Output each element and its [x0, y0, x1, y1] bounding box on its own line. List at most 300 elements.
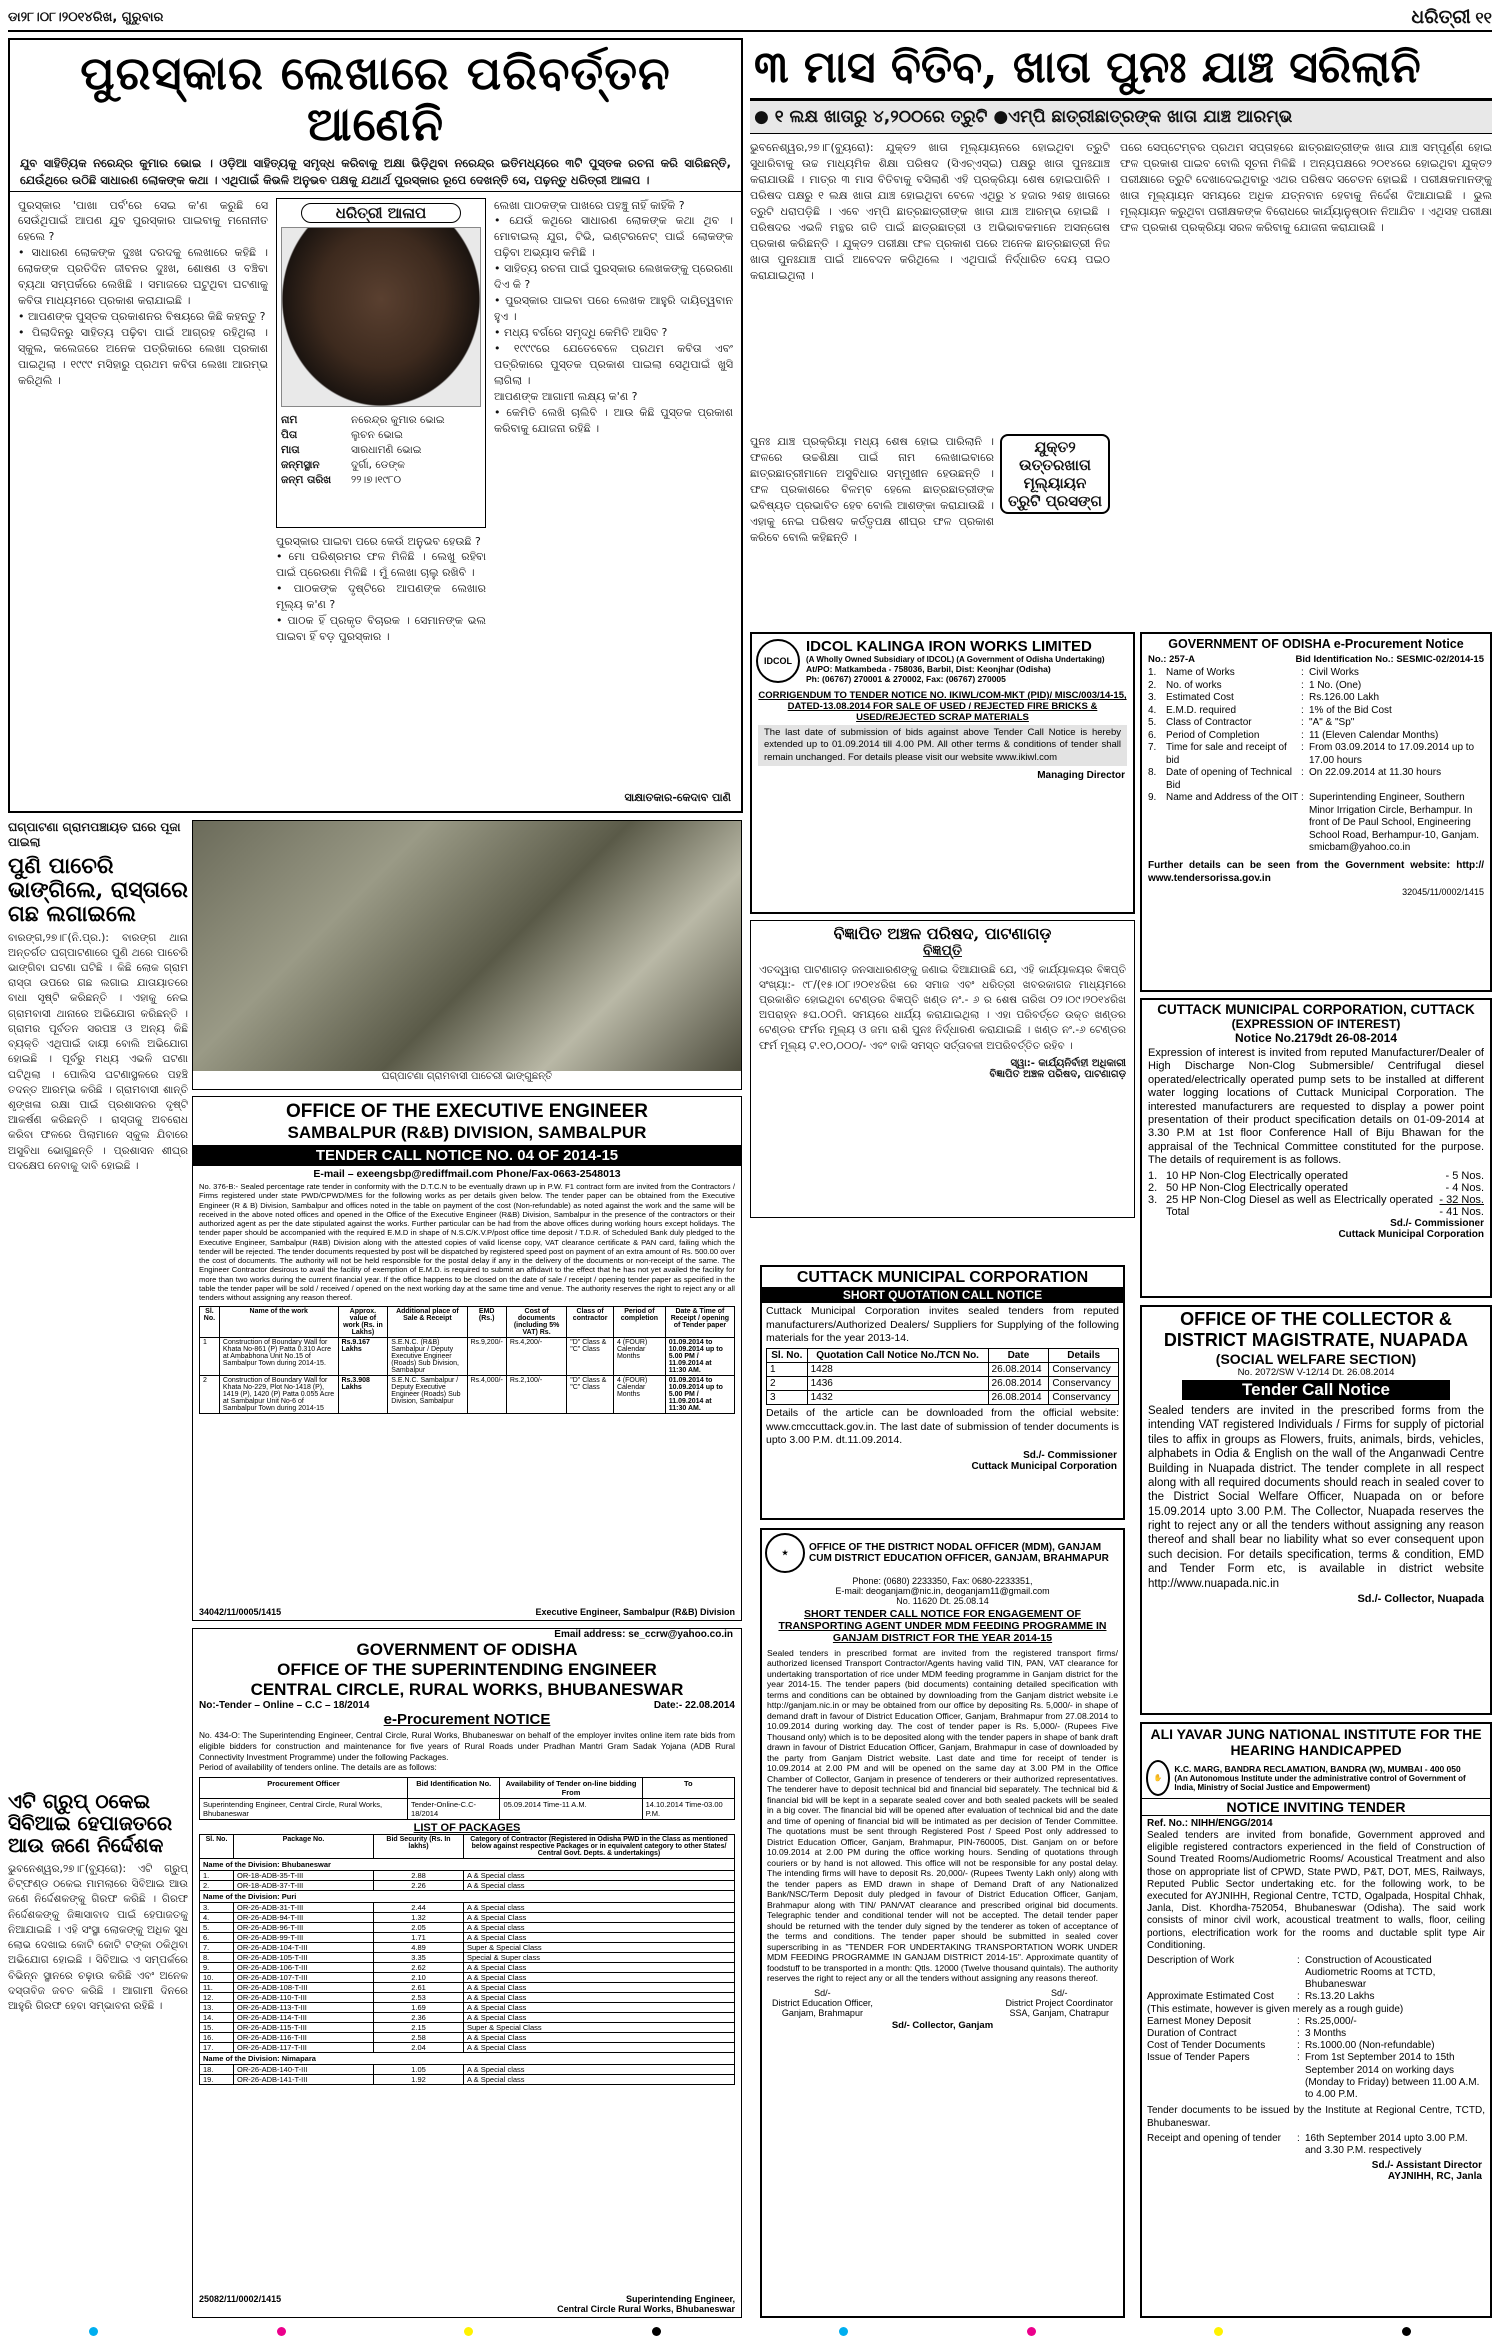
kv-key: E.M.D. required	[1166, 704, 1237, 716]
table-cell: 4 (FOUR) Calendar Months	[613, 1376, 665, 1414]
table-cell: Super & Special Class	[464, 2023, 735, 2033]
kv-key: (This estimate, however is given merely as a rough guide)	[1147, 2003, 1404, 2015]
table-cell: A & Special Class	[464, 1973, 735, 1983]
registration-dot	[1214, 2327, 1223, 2336]
ad-patnagarh-title: ବିଜ୍ଞାପିତ ଅଞ୍ଚଳ ପରିଷଦ, ପାଟଣାଗଡ଼	[833, 924, 1052, 943]
kv-key: Time for sale and receipt of bid	[1166, 742, 1287, 766]
kv-sep: :	[1301, 767, 1304, 778]
table-header: Cost of documents (including 5% VAT) Rs.	[506, 1307, 566, 1338]
ad-rural-footer	[199, 2294, 735, 2314]
table-cell: A & Special class	[464, 2075, 735, 2085]
ad-rural-list-title: LIST OF PACKAGES	[413, 1822, 521, 1835]
kv-key: Date of opening of Technical Bid	[1166, 767, 1293, 791]
ad-sambalpur-bar: TENDER CALL NOTICE NO. 04 OF 2014-15	[193, 1145, 741, 1166]
table-row	[767, 1390, 1119, 1404]
table-row	[200, 1913, 735, 1923]
table-cell: 1	[200, 1338, 220, 1376]
eoi-item-no: 2.	[1148, 1181, 1158, 1194]
table-cell: OR-18-ADB-37-T-III	[234, 1881, 374, 1891]
table-row	[200, 1799, 735, 1820]
table-cell: 1.05	[374, 2065, 464, 2075]
table-cell: "D" Class & "C" Class	[567, 1376, 614, 1414]
table-cell: 2.26	[374, 1881, 464, 1891]
table-cell: A & Special class	[464, 1903, 735, 1913]
profile-value: ଦୁର୍ଗା, ଡେଙ୍କ	[351, 459, 405, 472]
table-cell: OR-26-ADB-141-T-III	[234, 2075, 374, 2085]
table-cell: Rs.2,100/-	[506, 1376, 566, 1414]
story-cbi-body: ଭୁବନେଶ୍ୱର,୨୭।୮(ବ୍ୟୁରୋ): ଏଟି ଗ୍ରୁପ୍ ଚିଟ୍‌ଫଣ୍ଡ ଠକେଇ ମାମଲାରେ ସିବିଆଇ ଆଉ ଜଣେ ନିର୍ଦ୍ଦେଶକଙ୍କୁ ଗିରଫ କରିଛି । ଗିରଫ ନିର୍ଦ୍ଦେଶକଙ୍କୁ ଜିଜ୍ଞାସାବାଦ ପାଇଁ ହେପାଜତକୁ ନିଆଯାଇଛି । ଏହି ସଂସ୍ଥା ଲୋକଙ୍କୁ ଅଧିକ ସୁଧ ଲୋଭ ଦେଖାଇ କୋଟି କୋଟି ଟଙ୍କା ଠକିଥିବା ଅଭିଯୋଗ ହୋଇଛି । ସିବିଆଇ ଏ ସମ୍ପର୍କରେ ବିଭିନ୍ନ ସ୍ଥାନରେ ଚଢ଼ାଉ କରିଛି ଏବଂ ଅନେକ ଦସ୍ତାବିଜ ଜବତ କରିଛି । ଆଗାମୀ ଦିନରେ ଆହୁରି ଗିରଫ ହେବା ସମ୍ଭାବନା ରହିଛି ।	[8, 1863, 188, 2012]
sign-line: Ganjam, Brahmapur	[781, 2007, 863, 2018]
table-cell: A & Special Class	[464, 2013, 735, 2023]
table-cell: 11.	[200, 1983, 234, 1993]
table-cell: 12.	[200, 1993, 234, 2003]
kv-index: 4.	[1148, 704, 1157, 716]
ad-nuapada-body: Sealed tenders are invited in the prescribed forms from the intending VAT registered Individuals / Firms for supply of pictorial tiles to affix in groups as Flowers, fruits, animals, birds, vehicles, alphabets in Odia & English on the wall of the Anganwadi Centre Building in Nuapada district. The tender complete in all respect along with all required documents should reach in sealed cover to the District Social Welfare Officer, Nuapada on or before 15.09.2014 upto 3.00 P.M. The Collector, Nuapada reserves the right to reject any or all the tenders without assigning any reason thereof and shall bear no liability what so ever consequent upon such decision. For details specification, terms & condition, EMD and Tender Form etc, is available in district website http://www.nuapada.nic.in	[1148, 1405, 1484, 1590]
table-cell: A & Special Class	[464, 1963, 735, 1973]
table-cell: OR-26-ADB-106-T-III	[234, 1963, 374, 1973]
kv-sep: :	[1301, 679, 1304, 691]
table-cell: 26.08.2014	[988, 1390, 1049, 1404]
ad-ganjam-bar: SHORT TENDER CALL NOTICE FOR ENGAGEMENT OF TRANSPORTING AGENT UNDER MDM FEEDING PROGRAMME IN GANJAM DISTRICT FOR THE YEAR 2014-15	[778, 1608, 1107, 1644]
ad-signature	[557, 2294, 735, 2314]
ad-odisha-rows	[1142, 665, 1490, 857]
ad-ganjam-sign-collector: Sd/- Collector, Ganjam	[891, 2019, 994, 2031]
table-cell: Rs.9,200/-	[467, 1338, 506, 1376]
kv-value: 1% of the Bid Cost	[1309, 704, 1392, 716]
table-cell: 2.53	[374, 1993, 464, 2003]
table-row	[200, 1953, 735, 1963]
table-cell: 3.	[200, 1903, 234, 1913]
sign-line: District Education Officer,	[772, 1997, 873, 2008]
kv-value: 1 No. (One)	[1309, 679, 1362, 691]
table-header-row	[200, 1778, 735, 1799]
eoi-item-desc: 25 HP Non-Clog Diesel as well as Electrically operated	[1166, 1193, 1433, 1206]
table-cell: 4.	[200, 1913, 234, 1923]
table-cell: 1.	[200, 1871, 234, 1881]
photo-caption: ଘଗ୍‌ପାଟଣା ଗ୍ରାମବାସୀ ପାଚେରୀ ଭାଙ୍ଗୁଛନ୍ତି	[381, 1071, 553, 1082]
portrait-photo	[281, 227, 481, 407]
ad-code: 34042/11/0005/1415	[199, 1607, 282, 1617]
ad-cmc2-notice: Notice No.2179dt 26-08-2014	[1234, 1031, 1398, 1045]
ad-patnagarh	[750, 920, 1135, 1218]
ad-idcol	[750, 632, 1135, 914]
table-row	[767, 1362, 1119, 1376]
story-wall-demolish	[8, 820, 188, 1785]
division-name: Name of the Division: Bhubaneswar	[200, 1859, 735, 1871]
ad-rural-body: No. 434-O: The Superintending Engineer, Central Circle, Rural Works, Bhubaneswar on behalf of the employer invites online item rate bids from eligible bidders for construction and maintenance for five years of Rural Roads under Pradhan Mantri Gram Sadak Yojana (ADB Rural Connectivity Investment Programme) under the following Packages. Period of availability of tenders online. The details are as follows:	[199, 1730, 735, 1773]
table-cell: A & Special class	[464, 1871, 735, 1881]
story-interview-body	[10, 192, 741, 802]
ad-idcol-sign: Managing Director	[1037, 770, 1125, 782]
table-cell: Construction of Boundary Wall for Khata No-861 (P) Patta 0.310 Acre at Ambabhona Unit No.15 of Sambalpur Town during 2014-15.	[219, 1338, 338, 1376]
table-row	[200, 1933, 735, 1943]
ad-rural-sign2: Central Circle Rural Works, Bhubaneswar	[557, 2304, 735, 2314]
table-row	[200, 1338, 735, 1376]
table-cell: OR-26-ADB-104-T-III	[234, 1943, 374, 1953]
kv-sep: :	[1297, 2040, 1300, 2052]
ad-cmc1-body1: Cuttack Municipal Corporation invites sealed tenders from reputed manufacturers/Authorized Dealers/ Suppliers for Supplying of the following materials for the year 2013-14.	[766, 1305, 1119, 1345]
ad-odisha-eprocurement	[1140, 632, 1492, 992]
ad-cmc2-title: CUTTACK MUNICIPAL CORPORATION, CUTTACK	[1157, 1002, 1475, 1017]
ad-ayj-sign1: Sd./- Assistant Director	[1371, 2159, 1482, 2171]
table-cell: OR-18-ADB-35-T-III	[234, 1871, 374, 1881]
kv-index: 3.	[1148, 692, 1157, 703]
table-cell: 4.89	[374, 1943, 464, 1953]
story-interview-intro: ଯୁବ ସାହିତ୍ୟିକ ନରେନ୍ଦ୍ର କୁମାର ଭୋଇ । ଓଡ଼ିଆ ସାହିତ୍ୟକୁ ସମୃଦ୍ଧ କରିବାକୁ ଅକ୍ଷା ଭିଡ଼ିଥିବା ନରେନ୍ଦ୍ର ଇତିମଧ୍ୟରେ ୩ଟି ପୁସ୍ତକ ରଚନା କରି ସାରିଛନ୍ତି, ଯେଉଁଥିରେ ଉଠିଛି ସାଧାରଣ ଲୋକଙ୍କ କଥା । ଏଥିପାଇଁ କିଭଳି ଅନୁଭବ ପକ୍ଷକୁ ଯଥାର୍ଥ ପୁରସ୍କାର ରୂପେ ଦେଖନ୍ତି ସେ, ପଢ଼ନ୍ତୁ ଧରିତ୍ରୀ ଆଳାପ ।	[10, 153, 741, 191]
ad-odisha-title: GOVERNMENT OF ODISHA e-Procurement Notice	[1168, 637, 1464, 651]
table-cell: OR-26-ADB-99-T-III	[234, 1933, 374, 1943]
table-cell: Rs.4,200/-	[506, 1338, 566, 1376]
story-wall-body: ବାରଙ୍ଗ,୨୭।୮(ନି.ପ୍ର.): ବାରଙ୍ଗ ଥାନା ଅନ୍ତର୍ଗତ ଘଗ୍‌ପାଟଣାରେ ପୁଣି ଥରେ ପାଚେରି ଭାଙ୍ଗିବା ଘଟଣା ଘଟିଛି । କିଛି ଲୋକ ଗ୍ରାମ ରାସ୍ତା ଉପରେ ଗଛ ଲଗାଇ ଯାତାୟାତରେ ବାଧା ସୃଷ୍ଟି କରିଛନ୍ତି । ଏହାକୁ ନେଇ ଗ୍ରାମବାସୀ ଥାନାରେ ଅଭିଯୋଗ କରିଛନ୍ତି । ଗ୍ରାମର ପୂର୍ବତନ ସରପଞ୍ଚ ଓ ଅନ୍ୟ କିଛି ବ୍ୟକ୍ତି ଏଥିପାଇଁ ଦାୟୀ ବୋଲି ଅଭିଯୋଗ ହୋଇଛି । ପୂର୍ବରୁ ମଧ୍ୟ ଏଭଳି ଘଟଣା ଘଟିଥିଲା । ପୋଲିସ ଘଟଣାସ୍ଥଳରେ ପହଞ୍ଚି ତଦନ୍ତ ଆରମ୍ଭ କରିଛି । ଗ୍ରାମବାସୀ ଶାନ୍ତି ଶୃଙ୍ଖଳା ରକ୍ଷା ପାଇଁ ପ୍ରଶାସନର ଦୃଷ୍ଟି ଆକର୍ଷଣ କରିଛନ୍ତି । ରାସ୍ତାକୁ ଅବରୋଧ କରିବା ଫଳରେ ପିଲାମାନେ ସ୍କୁଲ ଯିବାରେ ଅସୁବିଧା ଭୋଗୁଛନ୍ତି । ପ୍ରଶାସନ ଶୀଘ୍ର ପଦକ୍ଷେପ ନେବାକୁ ଦାବି ହୋଇଛି ।	[8, 931, 188, 1172]
table-row	[200, 1963, 735, 1973]
ad-rural-title1: GOVERNMENT OF ODISHA	[356, 1640, 578, 1659]
profile-value: ୨୨।୭।୧୯୮୦	[351, 474, 402, 487]
profile-key: ନାମ	[281, 413, 298, 426]
table-header: Name of the work	[219, 1307, 338, 1338]
ad-ganjam-title2: CUM DISTRICT EDUCATION OFFICER, GANJAM, BRAHMAPUR	[809, 1553, 1109, 1564]
profile-row	[281, 458, 481, 473]
table-cell: OR-26-ADB-110-T-III	[234, 1993, 374, 2003]
profile-box	[276, 198, 486, 528]
ad-idcol-title: IDCOL KALINGA IRON WORKS LIMITED	[806, 638, 1092, 655]
profile-rows	[281, 413, 481, 489]
eoi-item	[1148, 1182, 1484, 1194]
ad-ayj-sign2: AYJNIHH, RC, Janla	[1387, 2170, 1482, 2182]
table-header: Period of completion	[613, 1307, 665, 1338]
kv-row	[1147, 1991, 1485, 2003]
ad-nuapada	[1140, 1305, 1492, 1715]
kv-index: 6.	[1148, 729, 1157, 741]
ad-rural-title3: CENTRAL CIRCLE, RURAL WORKS, BHUBANESWAR	[250, 1680, 684, 1699]
table-cell: Conservancy	[1049, 1362, 1119, 1376]
table-cell: 2.61	[374, 1983, 464, 1993]
story-interview-byline: ସାକ୍ଷାତକାର-କେଦାବ ପାଣି	[624, 791, 731, 804]
table-cell: Super & Special Class	[464, 1943, 735, 1953]
table-header: Date	[988, 1348, 1049, 1362]
table-cell: 13.	[200, 2003, 234, 2013]
kv-index: 2.	[1148, 679, 1157, 691]
table-header: Availability of Tender on-line bidding From	[500, 1778, 642, 1799]
kv-value: Construction of Acousticated Audiometric Rooms at TCTD, Bhubaneswar	[1305, 1954, 1436, 1991]
ad-signature: Executive Engineer, Sambalpur (R&B) Division	[535, 1607, 735, 1617]
table-cell: OR-26-ADB-105-T-III	[234, 1953, 374, 1963]
registration-dot	[277, 2327, 286, 2336]
eoi-item-qty: - 4 Nos.	[1445, 1181, 1484, 1194]
table-cell: Superintending Engineer, Central Circle, Rural Works, Bhubaneswar	[200, 1799, 408, 1820]
ad-nuapada-sign: Sd./- Collector, Nuapada	[1357, 1592, 1484, 1605]
ad-idcol-titles	[806, 638, 1105, 684]
kv-sep: :	[1301, 792, 1304, 803]
table-header: Additional place of Sale & Receipt	[388, 1307, 467, 1338]
kv-row	[1148, 667, 1484, 680]
ad-ayj-ref: Ref. No.: NIHH/ENGG/2014	[1147, 1818, 1273, 1829]
kv-row	[1148, 730, 1484, 743]
ad-cmc2-body: Expression of interest is invited from reputed Manufacturer/Dealer of High Discharge Non-Clog Submersible/ Centrifugal diesel operated/electrically operated pump sets to be installed at different water logging locations of Cuttack Municipal Corporation. The interested manufacturers are requested to display a power point presentation of their product specification details on 01-09-2014 at 3.30 P.M at 1st floor Conference Hall of Biju Bhawan for the appraisal of the Technical Committee constituted for the purpose. The details of requirement is as follows.	[1148, 1047, 1484, 1167]
ad-ganjam-titles	[809, 1542, 1109, 1564]
table-cell: 18.	[200, 2065, 234, 2075]
eoi-total	[1148, 1206, 1484, 1218]
ad-rural-no: No:-Tender – Online – C.C – 18/2014	[199, 1700, 370, 1711]
table-cell: S.E.N.C. Sambalpur / Deputy Executive Engineer (Roads) Sub Division, Sambalpur	[388, 1376, 467, 1414]
table-cell: 2.44	[374, 1903, 464, 1913]
table-cell: 01.09.2014 to 10.09.2014 up to 5.00 PM / 11.09.2014 at 11:30 AM.	[665, 1338, 734, 1376]
profile-row	[281, 428, 481, 443]
table-cell: 4 (FOUR) Calendar Months	[613, 1338, 665, 1376]
ad-cmc1-body2: Details of the article can be downloaded from the official website: www.cmccuttack.gov.in. The last date of submission of tender documents is upto 3.00 P.M. dt.11.09.2014.	[766, 1406, 1119, 1447]
table-header: Class of contractor	[567, 1307, 614, 1338]
table-row	[200, 1871, 735, 1881]
story-exam-body	[750, 134, 1492, 628]
kv-key: Period of Completion	[1166, 729, 1260, 741]
ad-sambalpur-table	[199, 1306, 735, 1414]
table-cell: 1	[767, 1362, 808, 1376]
table-header: Details	[1049, 1348, 1119, 1362]
division-name: Name of the Division: Puri	[200, 1891, 735, 1903]
table-row	[200, 2065, 735, 2075]
profile-key: ଜନ୍ମସ୍ଥାନ	[281, 459, 320, 472]
ad-sambalpur-body: No. 376-B:- Sealed percentage rate tender in conformity with the D.T.C.N to be eventually drawn up in P.W. F1 contract form are invited from the Contractors / Firms registered under state PWD/CPWD/MES for the following works as per details given below. The tender paper can be obtained from the Executive Engineer (R & B) Division, Sambalpur and offices noted in the table on payment of the cost (Non-refundable) as noted against the work and the same will be received in the above noted offices and opened in the Office of the Executive Engineer (R&B) Division, Sambalpur in the presence of the contractors or their authorized agent as per the date stipulated against the works. Further particular can be had from the above offices during working hours except holidays. The tender paper should be accompanied with the required E.M.D in shape of N.S.C/K.V.P/post office time deposit / T.D.R. of Scheduled Bank duly pledged to the Executive Engineer, Sambalpur (R&B) Division along with the attested copies of valid license copy, VAT clearance certificate & PAN card, failing which the tender will be rejected. The tender documents requested by post will be dispatched by registered speed post on payment of an extra amount of Rs. 500.00 over the cost of documents. The authority will not be held responsible for the postal delay if any in the delivery of the documents or non-receipt of the same. The Engineer Contractor desirous to avail the facility of exemption of E.M.D. is required to submit an affidavit to the effect that he has not yet availed the facility for more than two works during the current financial year. If the office happens to be closed on the date of sale / receipt / opening tender paper as specified in the table the tender paper will be sold / received / opened on the next working day at the same time and venue. The authority reserves the right to reject any or all tenders without assigning any reason thereof.	[199, 1182, 735, 1302]
kv-value: 3 Months	[1305, 2028, 1347, 2039]
profile-row	[281, 473, 481, 488]
eoi-item-no: 3.	[1148, 1193, 1158, 1206]
table-cell: Rs.4,000/-	[467, 1376, 506, 1414]
ad-patnagarh-sub: ବିଜ୍ଞପ୍ତି	[923, 942, 962, 959]
table-cell: Conservancy	[1049, 1376, 1119, 1390]
table-row	[200, 1973, 735, 1983]
ad-cmc-eoi	[1140, 998, 1492, 1298]
table-cell: 1.69	[374, 2003, 464, 2013]
division-row	[200, 1859, 735, 1871]
kv-index: 1.	[1148, 667, 1157, 678]
ad-cmc1-sign2: Cuttack Municipal Corporation	[971, 1460, 1117, 1472]
table-cell: 2.62	[374, 1963, 464, 1973]
table-cell: 3	[767, 1390, 808, 1404]
kv-key: Name and Address of the OIT	[1166, 792, 1299, 803]
kv-sep: :	[1301, 692, 1304, 703]
kv-value: From 03.09.2014 to 17.09.2014 up to 17.00 hours	[1309, 742, 1475, 766]
table-cell: 7.	[200, 1943, 234, 1953]
ad-cmc2-sub: (EXPRESSION OF INTEREST)	[1231, 1017, 1401, 1031]
table-cell: OR-26-ADB-117-T-III	[234, 2043, 374, 2053]
table-header-row	[200, 1835, 735, 1859]
kv-sep: :	[1301, 742, 1304, 753]
ad-sambalpur-contact: E-mail – exeengsbp@rediffmail.com Phone/Fax-0663-2548013	[313, 1168, 621, 1180]
table-header: Bid Security (Rs. In lakhs)	[374, 1835, 464, 1859]
table-cell: 1.71	[374, 1933, 464, 1943]
newspaper-brand: ଧରିତ୍ରୀ	[1411, 6, 1471, 28]
table-row	[200, 2023, 735, 2033]
ad-ganjam-sign-left	[772, 1988, 873, 2018]
registration-dot	[1027, 2327, 1036, 2336]
table-row	[200, 1903, 735, 1913]
ad-cmc1-bar: SHORT QUOTATION CALL NOTICE	[762, 1287, 1123, 1303]
sign-line: District Project Coordinator	[1005, 1997, 1113, 2008]
kv-key: Name of Works	[1166, 667, 1235, 678]
kv-key: Duration of Contract	[1147, 2028, 1237, 2039]
eoi-total-label: Total	[1166, 1205, 1190, 1218]
table-row	[200, 1881, 735, 1891]
kv-row	[1147, 2004, 1485, 2016]
table-header: Quotation Call Notice No./TCN No.	[807, 1348, 988, 1362]
story-exam-mid	[750, 434, 1110, 628]
table-cell: OR-26-ADB-108-T-III	[234, 1983, 374, 1993]
table-cell: 2.04	[374, 2043, 464, 2053]
ad-nuapada-title1: OFFICE OF THE COLLECTOR &	[1180, 1309, 1452, 1329]
kv-row	[1147, 2040, 1485, 2052]
wall-demolition-photo	[193, 821, 741, 1071]
kv-value: Civil Works	[1309, 667, 1359, 678]
division-row	[200, 1891, 735, 1903]
kv-key: Cost of Tender Documents	[1147, 2040, 1266, 2052]
table-cell: OR-26-ADB-107-T-III	[234, 1973, 374, 1983]
ad-idcol-body: The last date of submission of bids against above Tender Call Notice is hereby extended up to 01.09.2014 till 4.00 PM. All other terms & conditions of tender shall remain unchanged. For details please visit our website www.ikiwl.com	[758, 725, 1127, 766]
table-row	[767, 1376, 1119, 1390]
profile-value: ନରେନ୍ଦ୍ର କୁମାର ଭୋଇ	[351, 413, 445, 426]
table-cell: 2.10	[374, 1973, 464, 1983]
table-cell: 15.	[200, 2023, 234, 2033]
ad-nuapada-sub: (SOCIAL WELFARE SECTION)	[1215, 1351, 1417, 1367]
table-cell: 19.	[200, 2075, 234, 2085]
table-row	[200, 2013, 735, 2023]
kv-sep: :	[1297, 2133, 1300, 2145]
kv-key: No. of works	[1166, 679, 1222, 691]
kv-key: Issue of Tender Papers	[1147, 2052, 1250, 2064]
registration-dot	[464, 2327, 473, 2336]
kv-sep: :	[1301, 729, 1304, 741]
table-cell: 3.35	[374, 1953, 464, 1963]
kv-key: Receipt and opening of tender	[1147, 2133, 1281, 2145]
ad-ganjam-no: No. 11620 Dt. 25.08.14	[896, 1596, 989, 1606]
story-exam-left	[750, 140, 1110, 628]
ad-idcol-bar: CORRIGENDUM TO TENDER NOTICE NO. IKIWL/COM-MKT (PID)/ MISC/003/14-15, DATED-13.08.2014 FOR SALE OF USED / REJECTED FIRE BRICKS & USED/REJECTED SCRAP MATERIALS	[758, 690, 1127, 723]
table-cell: A & Special Class	[464, 2003, 735, 2013]
registration-dot	[839, 2327, 848, 2336]
table-row	[200, 2033, 735, 2043]
story-exam-headline: ୩ ମାସ ବିତିବ, ଖାତା ପୁନଃ ଯାଞ୍ଚ ସରିଲାନି	[750, 38, 1492, 101]
table-cell: A & Special Class	[464, 1983, 735, 1993]
table-cell: Conservancy	[1049, 1390, 1119, 1404]
table-cell: 26.08.2014	[988, 1362, 1049, 1376]
kv-sep: :	[1297, 2015, 1300, 2027]
story-interview-col3: ଲେଖା ପାଠକଙ୍କ ପାଖରେ ପହଞ୍ଚୁ ନାହିଁ କାହିଁକି ? • ଯେଉଁ କଥିରେ ସାଧାରଣ ଲୋକଙ୍କ କଥା ଥିବ । ମୋବାଇଲ୍ ଯୁଗ, ଟିଭି, ଇଣ୍ଟରନେଟ୍ ପାଇଁ ଲୋକଙ୍କ ପଢ଼ିବା ଅଭ୍ୟାସ କମିଛି । • ସାହିତ୍ୟ ରଚନା ପାଇଁ ପୁରସ୍କାର ଲେଖକଙ୍କୁ ପ୍ରେରଣା ଦିଏ କି ? • ପୁରସ୍କାର ପାଇବା ପରେ ଲେଖକ ଆହୁରି ଦାୟିତ୍ୱବାନ ହୁଏ । • ମଧ୍ୟ ବର୍ଗରେ ସମୃଦ୍ଧି କେମିତି ଆସିବ ? • ୧୯୯୯ରେ ଯେତେବେଳେ ପ୍ରଥମ କବିତା ଏବଂ ପତ୍ରିକାରେ ପୁସ୍ତକ ପ୍ରକାଶ ପାଇଲା ସେଥିପାଇଁ ଖୁସି ଲାଗିଲା । ଆପଣଙ୍କ ଆଗାମୀ ଲକ୍ଷ୍ୟ କ'ଣ ? • କେମିତି ଲେଖି ଚାଲିବି । ଆଉ କିଛି ପୁସ୍ତକ ପ୍ରକାଶ କରିବାକୁ ଯୋଜନା ରହିଛି ।	[494, 198, 733, 435]
table-header: Date & Time of Receipt / opening of Tender paper	[665, 1307, 734, 1338]
table-cell: 2	[767, 1376, 808, 1390]
eoi-item-desc: 50 HP Non-Clog Electrically operated	[1166, 1181, 1348, 1194]
table-cell: 26.08.2014	[988, 1376, 1049, 1390]
ad-rural-date: Date:- 22.08.2014	[653, 1700, 735, 1711]
table-cell: OR-26-ADB-140-T-III	[234, 2065, 374, 2075]
issue-date: ଡା୨୮।୦୮।୨୦୧୪ରିଖ, ଗୁରୁବାର	[8, 9, 164, 25]
story-exam-deck: ● ୧ ଲକ୍ଷ ଖାତାରୁ ୪,୨୦୦ରେ ତ୍ରୁଟି ●ଏମ୍‌ପି ଛାତ୍ରୀଛାତ୍ରଙ୍କ ଖାତା ଯାଞ୍ଚ ଆରମ୍ଭ	[750, 101, 1492, 134]
kv-value: Rs.13.20 Lakhs	[1305, 1991, 1375, 2003]
table-cell: Rs.9.167 Lakhs	[338, 1338, 388, 1376]
ad-cmc2-sign2: Cuttack Municipal Corporation	[1338, 1228, 1484, 1240]
table-cell: 1432	[807, 1390, 988, 1404]
kv-sep: :	[1301, 717, 1304, 728]
table-cell: 2.05	[374, 1923, 464, 1933]
story-interview-col2: ପୁରସ୍କାର ପାଇବା ପରେ କେଉଁ ଅନୁଭବ ହେଉଛି ? • ମୋ ପରିଶ୍ରମର ଫଳ ମିଳିଛି । ଲେଖୁ ରହିବା ପାଇଁ ପ୍ରେରଣା ମିଳିଛି । ମୁଁ ଲେଖା ଚାଲୁ ରଖିବି । • ପାଠକଙ୍କ ଦୃଷ୍ଟିରେ ଆପଣଙ୍କ ଲେଖାର ମୂଲ୍ୟ କ'ଣ ? • ପାଠକ ହିଁ ପ୍ରକୃତ ବିଚାରକ । ସେମାନଙ୍କ ଭଲ ପାଇବା ହିଁ ବଡ଼ ପୁରସ୍କାର ।	[276, 534, 486, 644]
ad-code: 25082/11/0002/1415	[199, 2294, 282, 2304]
kv-value: Superintending Engineer, Southern Minor Irrigation Circle, Berhampur. In front of De Paul School, Engineering School Road, Berhampur-10, Ganjam. smicbam@yahoo.co.in	[1309, 792, 1480, 853]
kv-sep: :	[1297, 2028, 1300, 2039]
kv-value: Rs.25,000/-	[1305, 2015, 1357, 2027]
story-interview-headline: ପୁରସ୍କାର ଲେଖାରେ ପରିବର୍ତ୍ତନ ଆଣେନି	[80, 46, 671, 151]
sign-line: SSA, Ganjam, Chatrapur	[1009, 2007, 1109, 2018]
kv-row	[1148, 792, 1484, 855]
table-row	[200, 1943, 735, 1953]
ad-idcol-ph: Ph: (06767) 270001 & 270002, Fax: (06767) 270005	[806, 674, 1006, 684]
table-cell: S.E.N.C. (R&B) Sambalpur / Deputy Executive Engineer (Roads) Sub Division, Sambalpur	[388, 1338, 467, 1376]
kv-value: 11 (Eleven Calendar Months)	[1309, 729, 1439, 741]
table-row	[200, 1923, 735, 1933]
ad-patnagarh-sign1: ସ୍ୱା:- କାର୍ଯ୍ୟନିର୍ବାହୀ ଅଧିକାରୀ	[1010, 1057, 1126, 1069]
ad-odisha-foot: Further details can be seen from the Government website: http:// www.tendersorissa.gov.in	[1148, 859, 1484, 884]
ad-ayj-body2: Tender documents to be issued by the Institute at Regional Centre, TCTD, Bhubaneswar.	[1147, 2105, 1485, 2130]
ad-cmc2-items	[1142, 1170, 1490, 1218]
ad-sambalpur-title2: SAMBALPUR (R&B) DIVISION, SAMBALPUR	[287, 1123, 647, 1142]
table-header: To	[642, 1778, 734, 1799]
table-header: Sl. No.	[767, 1348, 808, 1362]
ad-ayj-head	[1142, 1760, 1490, 1796]
story-cbi-headline: ଏଟି ଗ୍ରୁପ୍ ଠକେଇ ସିବିଆଇ ହେପାଜତରେ ଆଉ ଜଣେ ନିର୍ଦ୍ଦେଶକ	[8, 1790, 173, 1857]
kv-key: Class of Contractor	[1166, 717, 1252, 728]
ad-odisha-no: No.: 257-A	[1148, 654, 1195, 665]
eoi-item-no: 1.	[1148, 1169, 1158, 1182]
table-cell: OR-26-ADB-31-T-III	[234, 1903, 374, 1913]
kv-sep: :	[1301, 704, 1304, 716]
page-number: ୧୧	[1475, 8, 1492, 27]
kv-sep: :	[1297, 2052, 1300, 2064]
ad-sambalpur-tender	[192, 1096, 742, 1621]
profile-key: ଜନ୍ମ ତାରିଖ	[281, 474, 332, 487]
table-cell: Special & Super class	[464, 1953, 735, 1963]
kv-value: Rs.126.00 Lakh	[1309, 692, 1380, 703]
kv-row	[1148, 742, 1484, 767]
story-wall-photo-block	[192, 820, 742, 1090]
masthead	[8, 4, 1492, 32]
story-exam-body2: ପୁନଃ ଯାଞ୍ଚ ପ୍ରକ୍ରିୟା ମଧ୍ୟ ଶେଷ ହୋଇ ପାରିଲାନି । ଫଳରେ ଉଚ୍ଚଶିକ୍ଷା ପାଇଁ ନାମ ଲେଖାଇବାରେ ଛାତ୍ରଛାତ୍ରୀମାନେ ଅସୁବିଧାର ସମ୍ମୁଖୀନ ହେଉଛନ୍ତି । ଫଳ ପ୍ରକାଶରେ ବିଳମ୍ବ ହେଲେ ଛାତ୍ରଛାତ୍ରୀଙ୍କ ଭବିଷ୍ୟତ ପ୍ରଭାବିତ ହେବ ବୋଲି ଆଶଙ୍କା କରାଯାଉଛି । ଏହାକୁ ନେଇ ପରିଷଦ କର୍ତ୍ତୃପକ୍ଷ ଶୀଘ୍ର ଫଳ ପ୍ରକାଶ କରିବେ ବୋଲି କହିଛନ୍ତି ।	[750, 435, 994, 545]
ad-patnagarh-sign2: ବିଜ୍ଞାପିତ ଅଞ୍ଚଳ ପରିଷଦ, ପାଟଣାଗଡ଼	[989, 1068, 1126, 1080]
table-cell: A & Special Class	[464, 1993, 735, 2003]
ad-cmc-quotation	[760, 1265, 1125, 1520]
ad-sambalpur-title1: OFFICE OF THE EXECUTIVE ENGINEER	[285, 1101, 649, 1122]
table-cell: 01.09.2014 to 10.09.2014 up to 5.00 PM / 11.09.2014 at 11:30 AM.	[665, 1376, 734, 1414]
kv-sep: :	[1297, 1954, 1300, 1966]
table-cell: OR-26-ADB-114-T-III	[234, 2013, 374, 2023]
table-header: Sl. No.	[200, 1307, 220, 1338]
kv-row	[1147, 1955, 1485, 1992]
kv-index: 8.	[1148, 767, 1157, 778]
table-cell: OR-26-ADB-94-T-III	[234, 1913, 374, 1923]
table-cell: 1.92	[374, 2075, 464, 2085]
ad-odisha-code: 32045/11/0002/1415	[1402, 886, 1484, 897]
ad-ayj-titles	[1174, 1764, 1486, 1792]
division-name: Name of the Division: Nimapara	[200, 2053, 735, 2065]
ad-rural-sign1: Superintending Engineer,	[625, 2294, 735, 2304]
ad-patnagarh-body: ଏତଦ୍ୱାରା ପାଟଣାଗଡ଼ ଜନସାଧାରଣଙ୍କୁ ଜଣାଇ ଦିଆଯାଉଛି ଯେ, ଏହି କାର୍ଯ୍ୟାଳୟର ବିଜ୍ଞପ୍ତି ସଂଖ୍ୟା:- ୯୮/(୧୫।୦୮।୨୦୧୪ରିଖ ରେ ସମାଜ ଏବଂ ଧରିତ୍ରୀ ଖବରକାଗଜ ମାଧ୍ୟମରେ ପ୍ରକାଶିତ ହୋଇଥିବା ଟେଣ୍ଡର ବିଜ୍ଞପ୍ତି ଖଣ୍ଡ ନଂ.- ୬ ର ଶେଷ ତାରିଖ ୦୨।୦୯।୨୦୧୪ରିଖ ଅପରାହ୍ନ ୫ଘ.୦୦ମି. ସମୟରେ ଧାର୍ଯ୍ୟ କରାଯାଇଥିଲା । ଏହା ପରିବର୍ତ୍ତେ ଉକ୍ତ ଖଣ୍ଡର ଟେଣ୍ଡର ଫର୍ମର ମୂଲ୍ୟ ଓ ଜମା ରାଶି ପୁନଃ ନିର୍ଦ୍ଧାରଣ କରାଯାଇଛି । ଖଣ୍ଡ ନଂ.-୬ ଟେଣ୍ଡର ଫର୍ମ ମୂଲ୍ୟ ଟ.୧୦,୦୦୦/- ଏବଂ ବାକି ସମସ୍ତ ସର୍ତ୍ତାବଳୀ ଅପରିବର୍ତ୍ତିତ ରହିବ ।	[759, 963, 1126, 1052]
eoi-item	[1148, 1170, 1484, 1182]
kv-row	[1147, 2028, 1485, 2040]
table-cell: A & Special class	[464, 2065, 735, 2075]
table-cell: 1.32	[374, 1913, 464, 1923]
table-cell: 1428	[807, 1362, 988, 1376]
kv-value: From 1st September 2014 to 15th September 2014 on working days (Monday to Friday) between 11.00 A.M. to 4.00 P.M.	[1305, 2052, 1480, 2100]
division-row	[200, 2053, 735, 2065]
idcol-logo-icon: IDCOL	[756, 639, 800, 683]
ad-ayj-rows2	[1142, 2131, 1490, 2159]
table-cell: 16.	[200, 2033, 234, 2043]
table-cell: 2.36	[374, 2013, 464, 2023]
